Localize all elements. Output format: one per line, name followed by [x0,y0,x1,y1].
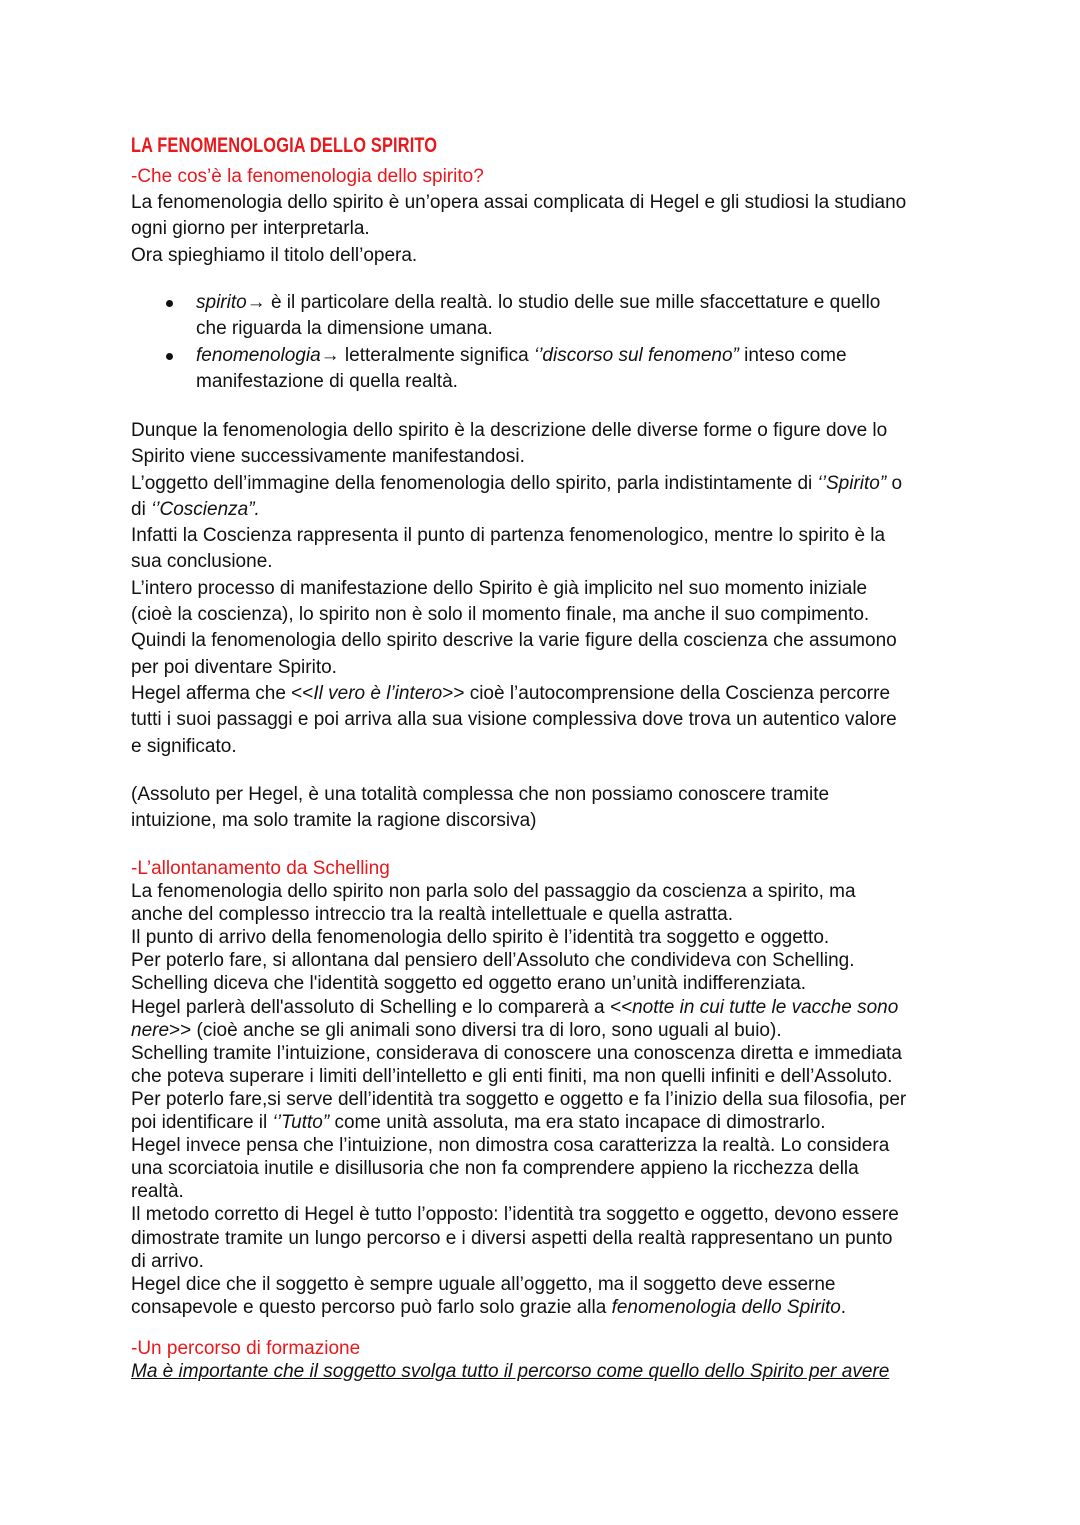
text-segment: Hegel dice che il soggetto è sempre uguale all’oggetto, ma il soggetto deve esserne [131,1273,836,1295]
text-segment: ‘’discorso sul fenomeno” [533,344,739,366]
text-segment: inteso come [738,344,847,366]
text-line [131,444,902,470]
bullet-list [166,290,880,395]
text-line [131,880,906,903]
list-item [166,290,880,343]
text-segment: sua conclusione. [131,551,273,573]
text-segment: ogni giorno per interpretarla. [131,218,370,240]
text-line [131,602,902,628]
text-segment: intuizione, ma solo tramite la ragione discorsiva) [131,810,537,832]
text-line [131,707,902,733]
text-segment: Quindi la fenomenologia dello spirito descrive la varie figure della coscienza che assumono [131,630,897,652]
text-line [131,1180,906,1203]
text-segment: di [131,498,152,520]
paragraph-dunque [131,418,902,760]
text-line [131,808,829,834]
text-line [196,290,880,316]
section-heading: -Che cos’è la fenomenologia dello spirito? [131,166,484,187]
text-segment: Il metodo corretto di Hegel è tutto l’opposto: l’identità tra soggetto e oggetto, devono essere [131,1204,899,1226]
text-segment: poi identificare il [131,1112,273,1134]
text-segment: Ma è importante che il soggetto svolga tutto il percorso come quello dello Spirito per avere [131,1361,890,1382]
text-line [131,216,906,242]
text-line [131,243,906,269]
text-line [131,1250,906,1273]
text-line [196,343,880,369]
section-schelling [131,857,906,1319]
text-line [131,1296,906,1319]
text-segment: spirito→ [196,292,266,313]
text-segment: (Assoluto per Hegel, è una totalità complessa che non possiamo conoscere tramite [131,784,830,805]
text-segment: Spirito viene successivamente manifestandosi. [131,446,525,468]
section-heading: -Un percorso di formazione [131,1338,361,1359]
text-line [131,996,906,1019]
text-line [131,523,902,549]
text-segment: ‘’Coscienza”. [151,498,260,520]
text-line [131,471,902,497]
text-line [131,903,906,926]
text-line [131,628,902,654]
text-segment: Il vero è l’intero [313,682,443,704]
list-item-text [196,290,880,343]
section-percorso [131,1337,889,1383]
paragraph-assoluto [131,782,829,835]
text-segment: manifestazione di quella realtà. [196,370,458,392]
bullet-icon [166,353,173,360]
text-segment: <<notte in cui tutte le vacche sono [609,996,899,1018]
text-line [131,1273,906,1296]
text-line [196,369,880,395]
text-line [131,1337,889,1360]
list-item [166,343,880,396]
text-segment: dimostrate tramite un lungo percorso e i diversi aspetti della realtà rappresentano un punto [131,1227,893,1249]
text-segment: Schelling diceva che l'identità soggetto ed oggetto erano un’unità indifferenziata. [131,973,807,995]
section-heading: -L’allontanamento da Schelling [131,858,390,879]
text-segment: La fenomenologia dello spirito non parla solo del passaggio da coscienza a spirito, ma [131,881,856,903]
text-segment: che poteva superare i limiti dell’intelletto e gli enti finiti, ma non quelli infiniti e dell’Assoluto. [131,1065,893,1087]
text-segment: Per poterlo fare, si allontana dal pensiero dell’Assoluto che condivideva con Schelling. [131,950,855,972]
text-segment: di arrivo. [131,1250,204,1272]
text-segment: ‘’Spirito” [817,472,887,494]
text-segment: L’oggetto dell’immagine della fenomenologia dello spirito, parla indistintamente di [131,472,818,494]
text-line [131,418,902,444]
text-segment: letteralmente significa [339,344,534,366]
text-line [131,1088,906,1111]
text-line [131,1227,906,1250]
text-segment: (cioè la coscienza), lo spirito non è solo il momento finale, ma anche il suo compimento. [131,604,870,626]
text-line [131,497,902,523]
text-segment: Hegel parlerà dell'assoluto di Schelling e lo comparerà a [131,996,610,1018]
text-segment: per poi diventare Spirito. [131,656,337,678]
text-line [131,1360,889,1383]
text-segment: come unità assoluta, ma era stato incapace di dimostrarlo. [329,1112,826,1134]
paragraph-intro [131,190,906,269]
section-heading-che-cose [131,164,484,190]
text-line [131,857,906,880]
text-segment: tutti i suoi passaggi e poi arriva alla sua visione complessiva dove trova un autentico valore [131,709,897,731]
text-segment: Dunque la fenomenologia dello spirito è la descrizione delle diverse forme o figure dove lo [131,420,888,441]
text-segment: consapevole e questo percorso può farlo solo grazie alla [131,1296,612,1318]
text-segment: nere [131,1019,170,1041]
text-line [131,949,906,972]
text-segment: . [840,1296,847,1318]
text-segment: realtà. [131,1181,184,1203]
text-segment: Per poterlo fare,si serve dell’identità tra soggetto e oggetto e fa l’inizio della sua filosofia, per [131,1088,907,1110]
text-line [131,1157,906,1180]
text-line [131,1065,906,1088]
text-segment: Infatti la Coscienza rappresenta il punto di partenza fenomenologico, mentre lo spirito è la [131,525,886,547]
text-line [131,164,484,190]
bullet-icon [166,300,173,307]
text-line [131,681,902,707]
text-line [131,1111,906,1134]
text-segment: >> cioè l’autocomprensione della Coscienza percorre [442,682,891,704]
text-segment: o [886,472,903,494]
text-line [131,1203,906,1226]
list-item-text [196,343,880,396]
document-title: LA FENOMENOLOGIA DELLO SPIRITO [131,134,438,157]
text-line [131,549,902,575]
text-segment: anche del complesso intreccio tra la realtà intellettuale e quella astratta. [131,904,734,926]
text-segment: fenomenologia dello Spirito [611,1296,841,1318]
text-segment: una scorciatoia inutile e disillusoria che non fa comprendere appieno la ricchezza della [131,1158,859,1180]
text-segment: Il punto di arrivo della fenomenologia dello spirito è l’identità tra soggetto e oggetto. [131,927,830,949]
text-line [131,734,902,760]
text-line [131,655,902,681]
text-line [131,576,902,602]
text-line [131,1042,906,1065]
text-line [196,316,880,342]
text-segment: La fenomenologia dello spirito è un’opera assai complicata di Hegel e gli studiosi la studiano [131,192,907,213]
text-segment: Schelling tramite l’intuizione, considerava di conoscere una conoscenza diretta e immediata [131,1042,902,1064]
text-segment: è il particolare della realtà. lo studio delle sue mille sfaccettature e quello [265,292,881,313]
text-line [131,972,906,995]
text-line [131,782,829,808]
text-segment: ‘’Tutto” [272,1112,330,1134]
text-segment: che riguarda la dimensione umana. [196,318,493,340]
text-segment: Hegel invece pensa che l’intuizione, non dimostra cosa caratterizza la realtà. Lo considera [131,1135,890,1157]
text-segment: fenomenologia→ [196,344,340,366]
text-segment: Ora spieghiamo il titolo dell’opera. [131,244,418,266]
text-line [131,1019,906,1042]
text-line [131,926,906,949]
text-line [131,190,906,216]
text-segment: e significato. [131,735,237,757]
text-segment: >> (cioè anche se gli animali sono diversi tra di loro, sono uguali al buio). [169,1019,782,1041]
text-segment: L’intero processo di manifestazione dello Spirito è già implicito nel suo momento iniziale [131,577,868,599]
text-line [131,1134,906,1157]
text-segment: Hegel afferma che << [131,682,314,704]
